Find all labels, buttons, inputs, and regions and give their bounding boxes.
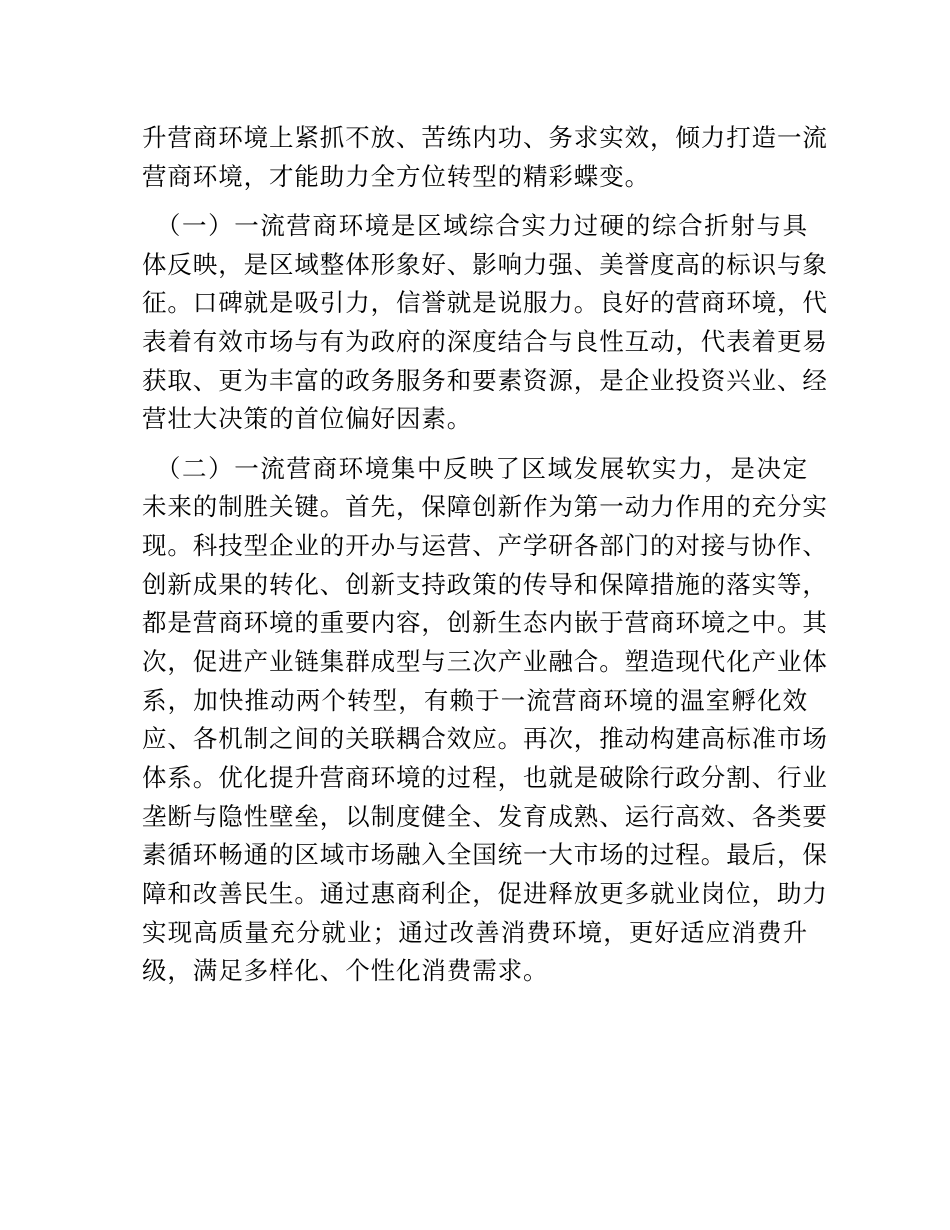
document-body bbox=[142, 119, 828, 991]
text-line: 素循环畅通的区域市场融入全国统一大市场的过程。最后，保 bbox=[142, 840, 828, 870]
text-line: （二）一流营商环境集中反映了区域发展软实力，是决定 bbox=[142, 453, 808, 483]
paragraph-section-2 bbox=[142, 450, 828, 992]
text-line: 升营商环境上紧抓不放、苦练内功、务求实效，倾力打造一流 bbox=[142, 123, 828, 152]
text-line: 障和改善民生。通过惠商利企，促进释放更多就业岗位，助力 bbox=[142, 879, 828, 909]
paragraph-continuation bbox=[142, 119, 828, 196]
text-line: 创新成果的转化、创新支持政策的传导和保障措施的落实等， bbox=[142, 569, 828, 599]
text-line: （一）一流营商环境是区域综合实力过硬的综合折射与具 bbox=[142, 210, 808, 240]
text-line: 征。口碑就是吸引力，信誉就是说服力。良好的营商环境，代 bbox=[142, 288, 828, 318]
text-line: 应、各机制之间的关联耦合效应。再次，推动构建高标准市场 bbox=[142, 724, 828, 754]
text-line: 实现高质量充分就业；通过改善消费环境，更好适应消费升 bbox=[142, 917, 808, 947]
text-line: 都是营商环境的重要内容，创新生态内嵌于营商环境之中。其 bbox=[142, 608, 828, 638]
text-line: 级，满足多样化、个性化消费需求。 bbox=[142, 956, 549, 986]
text-line: 体反映，是区域整体形象好、影响力强、美誉度高的标识与象 bbox=[142, 249, 828, 279]
text-line: 现。科技型企业的开办与运营、产学研各部门的对接与协作、 bbox=[142, 530, 828, 560]
text-line: 次，促进产业链集群成型与三次产业融合。塑造现代化产业体 bbox=[142, 646, 828, 676]
text-line: 营商环境，才能助力全方位转型的精彩蝶变。 bbox=[142, 161, 650, 191]
text-line: 体系。优化提升营商环境的过程，也就是破除行政分割、行业 bbox=[142, 763, 828, 792]
text-line: 表着有效市场与有为政府的深度结合与良性互动，代表着更易 bbox=[142, 326, 828, 356]
text-line: 获取、更为丰富的政务服务和要素资源，是企业投资兴业、经 bbox=[142, 365, 828, 395]
text-line: 垄断与隐性壁垒，以制度健全、发育成熟、运行高效、各类要 bbox=[142, 801, 828, 831]
text-line: 系，加快推动两个转型，有赖于一流营商环境的温室孵化效 bbox=[142, 685, 808, 715]
text-line: 营壮大决策的首位偏好因素。 bbox=[142, 404, 473, 434]
text-line: 未来的制胜关键。首先，保障创新作为第一动力作用的充分实 bbox=[142, 492, 828, 522]
paragraph-section-1 bbox=[142, 207, 828, 439]
